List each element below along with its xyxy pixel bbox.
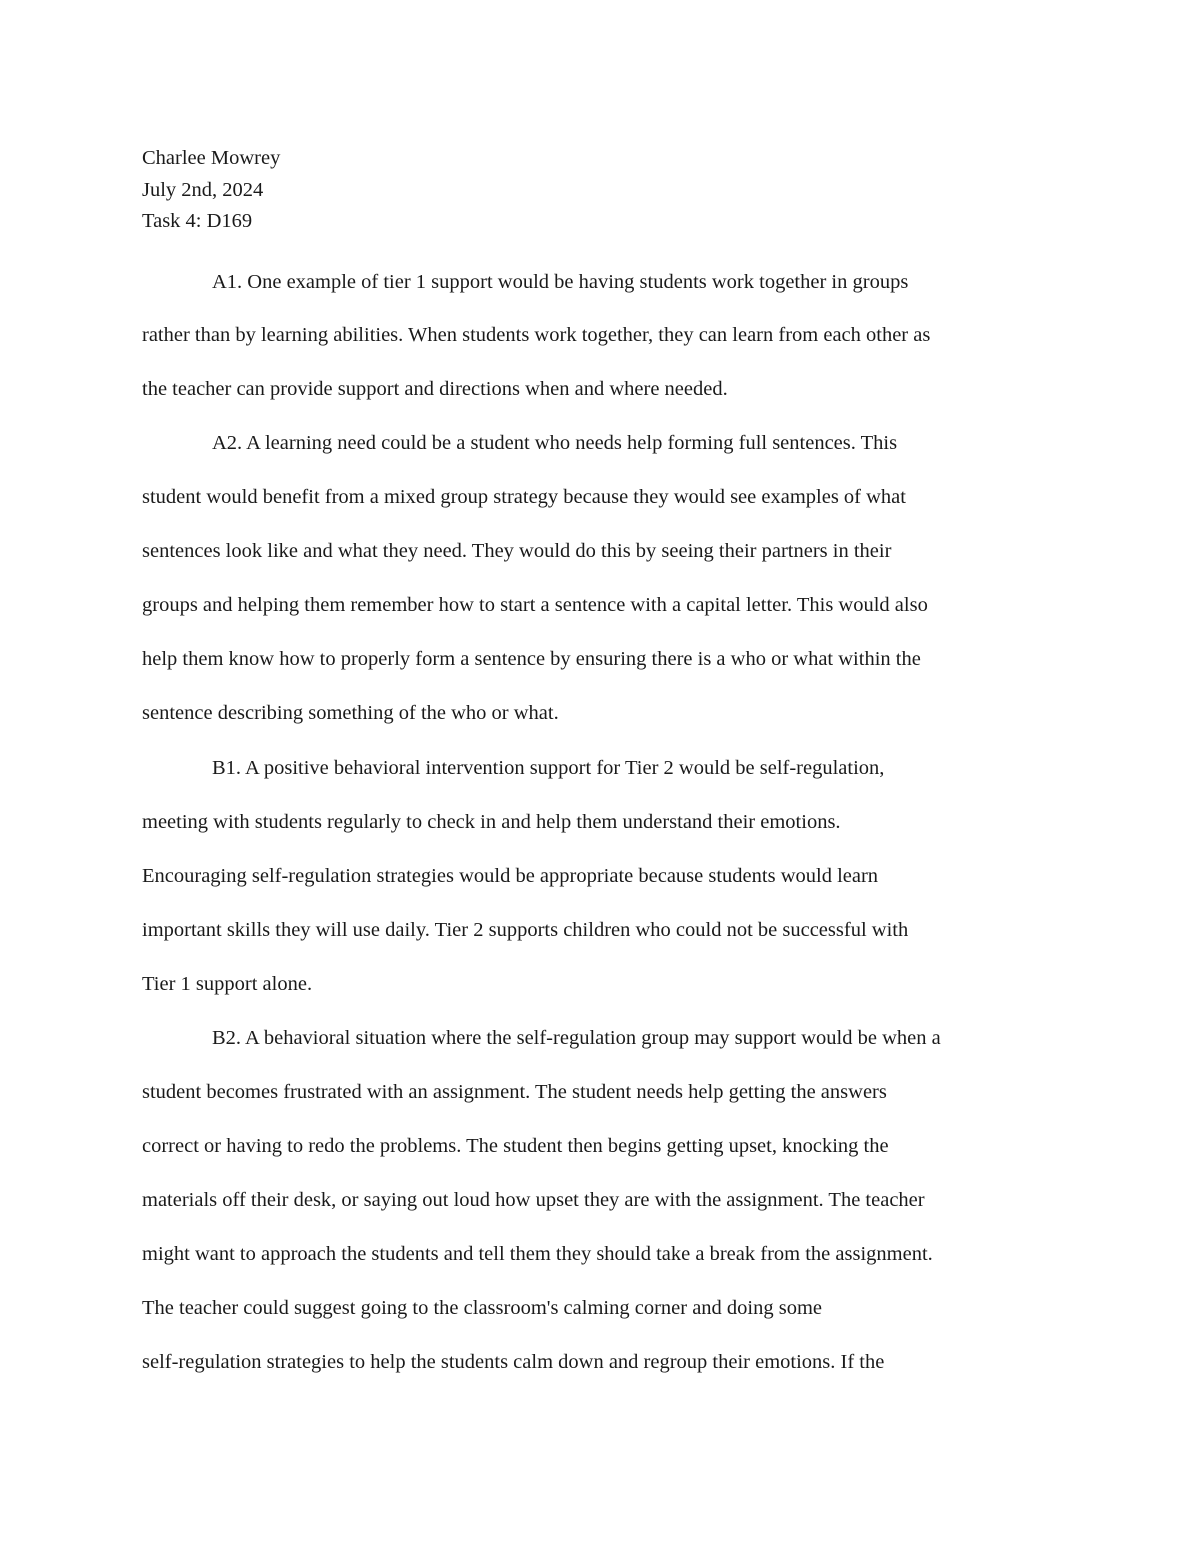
paragraph-b2-line: student becomes frustrated with an assignment. The student needs help getting the answers (142, 1081, 887, 1103)
author-name: Charlee Mowrey (142, 147, 281, 169)
paragraph-b2-line: correct or having to redo the problems. The student then begins getting upset, knocking the (142, 1135, 889, 1157)
paragraph-a1-line: rather than by learning abilities. When students work together, they can learn from each other as (142, 324, 931, 346)
paragraph-b1-line: meeting with students regularly to check in and help them understand their emotions. (142, 811, 841, 833)
paragraph-a1-line: A1. One example of tier 1 support would be having students work together in groups (212, 271, 909, 293)
paragraph-b2-line: B2. A behavioral situation where the self-regulation group may support would be when a (212, 1027, 941, 1049)
paragraph-b2-line: The teacher could suggest going to the classroom's calming corner and doing some (142, 1297, 823, 1319)
paragraph-b1-line: important skills they will use daily. Tier 2 supports children who could not be successful with (142, 919, 909, 941)
paragraph-a2-line: groups and helping them remember how to start a sentence with a capital letter. This would also (142, 594, 928, 616)
paragraph-b2-line: self-regulation strategies to help the students calm down and regroup their emotions. If the (142, 1351, 885, 1373)
paragraph-a1-line: the teacher can provide support and directions when and where needed. (142, 378, 728, 400)
paragraph-a2-line: sentences look like and what they need. They would do this by seeing their partners in their (142, 540, 892, 562)
task-title: Task 4: D169 (142, 210, 253, 232)
paragraph-b1-line: Encouraging self-regulation strategies would be appropriate because students would learn (142, 865, 879, 887)
paragraph-a2-line: student would benefit from a mixed group strategy because they would see examples of what (142, 486, 906, 508)
paragraph-a2-line: help them know how to properly form a sentence by ensuring there is a who or what within the (142, 648, 921, 670)
document-date: July 2nd, 2024 (142, 178, 264, 201)
paragraph-b1-line: B1. A positive behavioral intervention support for Tier 2 would be self-regulation, (212, 757, 885, 779)
document-header (142, 143, 280, 238)
paragraph-b2-line: materials off their desk, or saying out loud how upset they are with the assignment. The teacher (142, 1189, 925, 1211)
paragraph-b1-line: Tier 1 support alone. (142, 973, 313, 995)
paragraph-b2-line: might want to approach the students and tell them they should take a break from the assignment. (142, 1243, 933, 1265)
paragraph-a2-line: A2. A learning need could be a student who needs help forming full sentences. This (212, 432, 898, 454)
paragraph-a2-line: sentence describing something of the who or what. (142, 702, 559, 724)
